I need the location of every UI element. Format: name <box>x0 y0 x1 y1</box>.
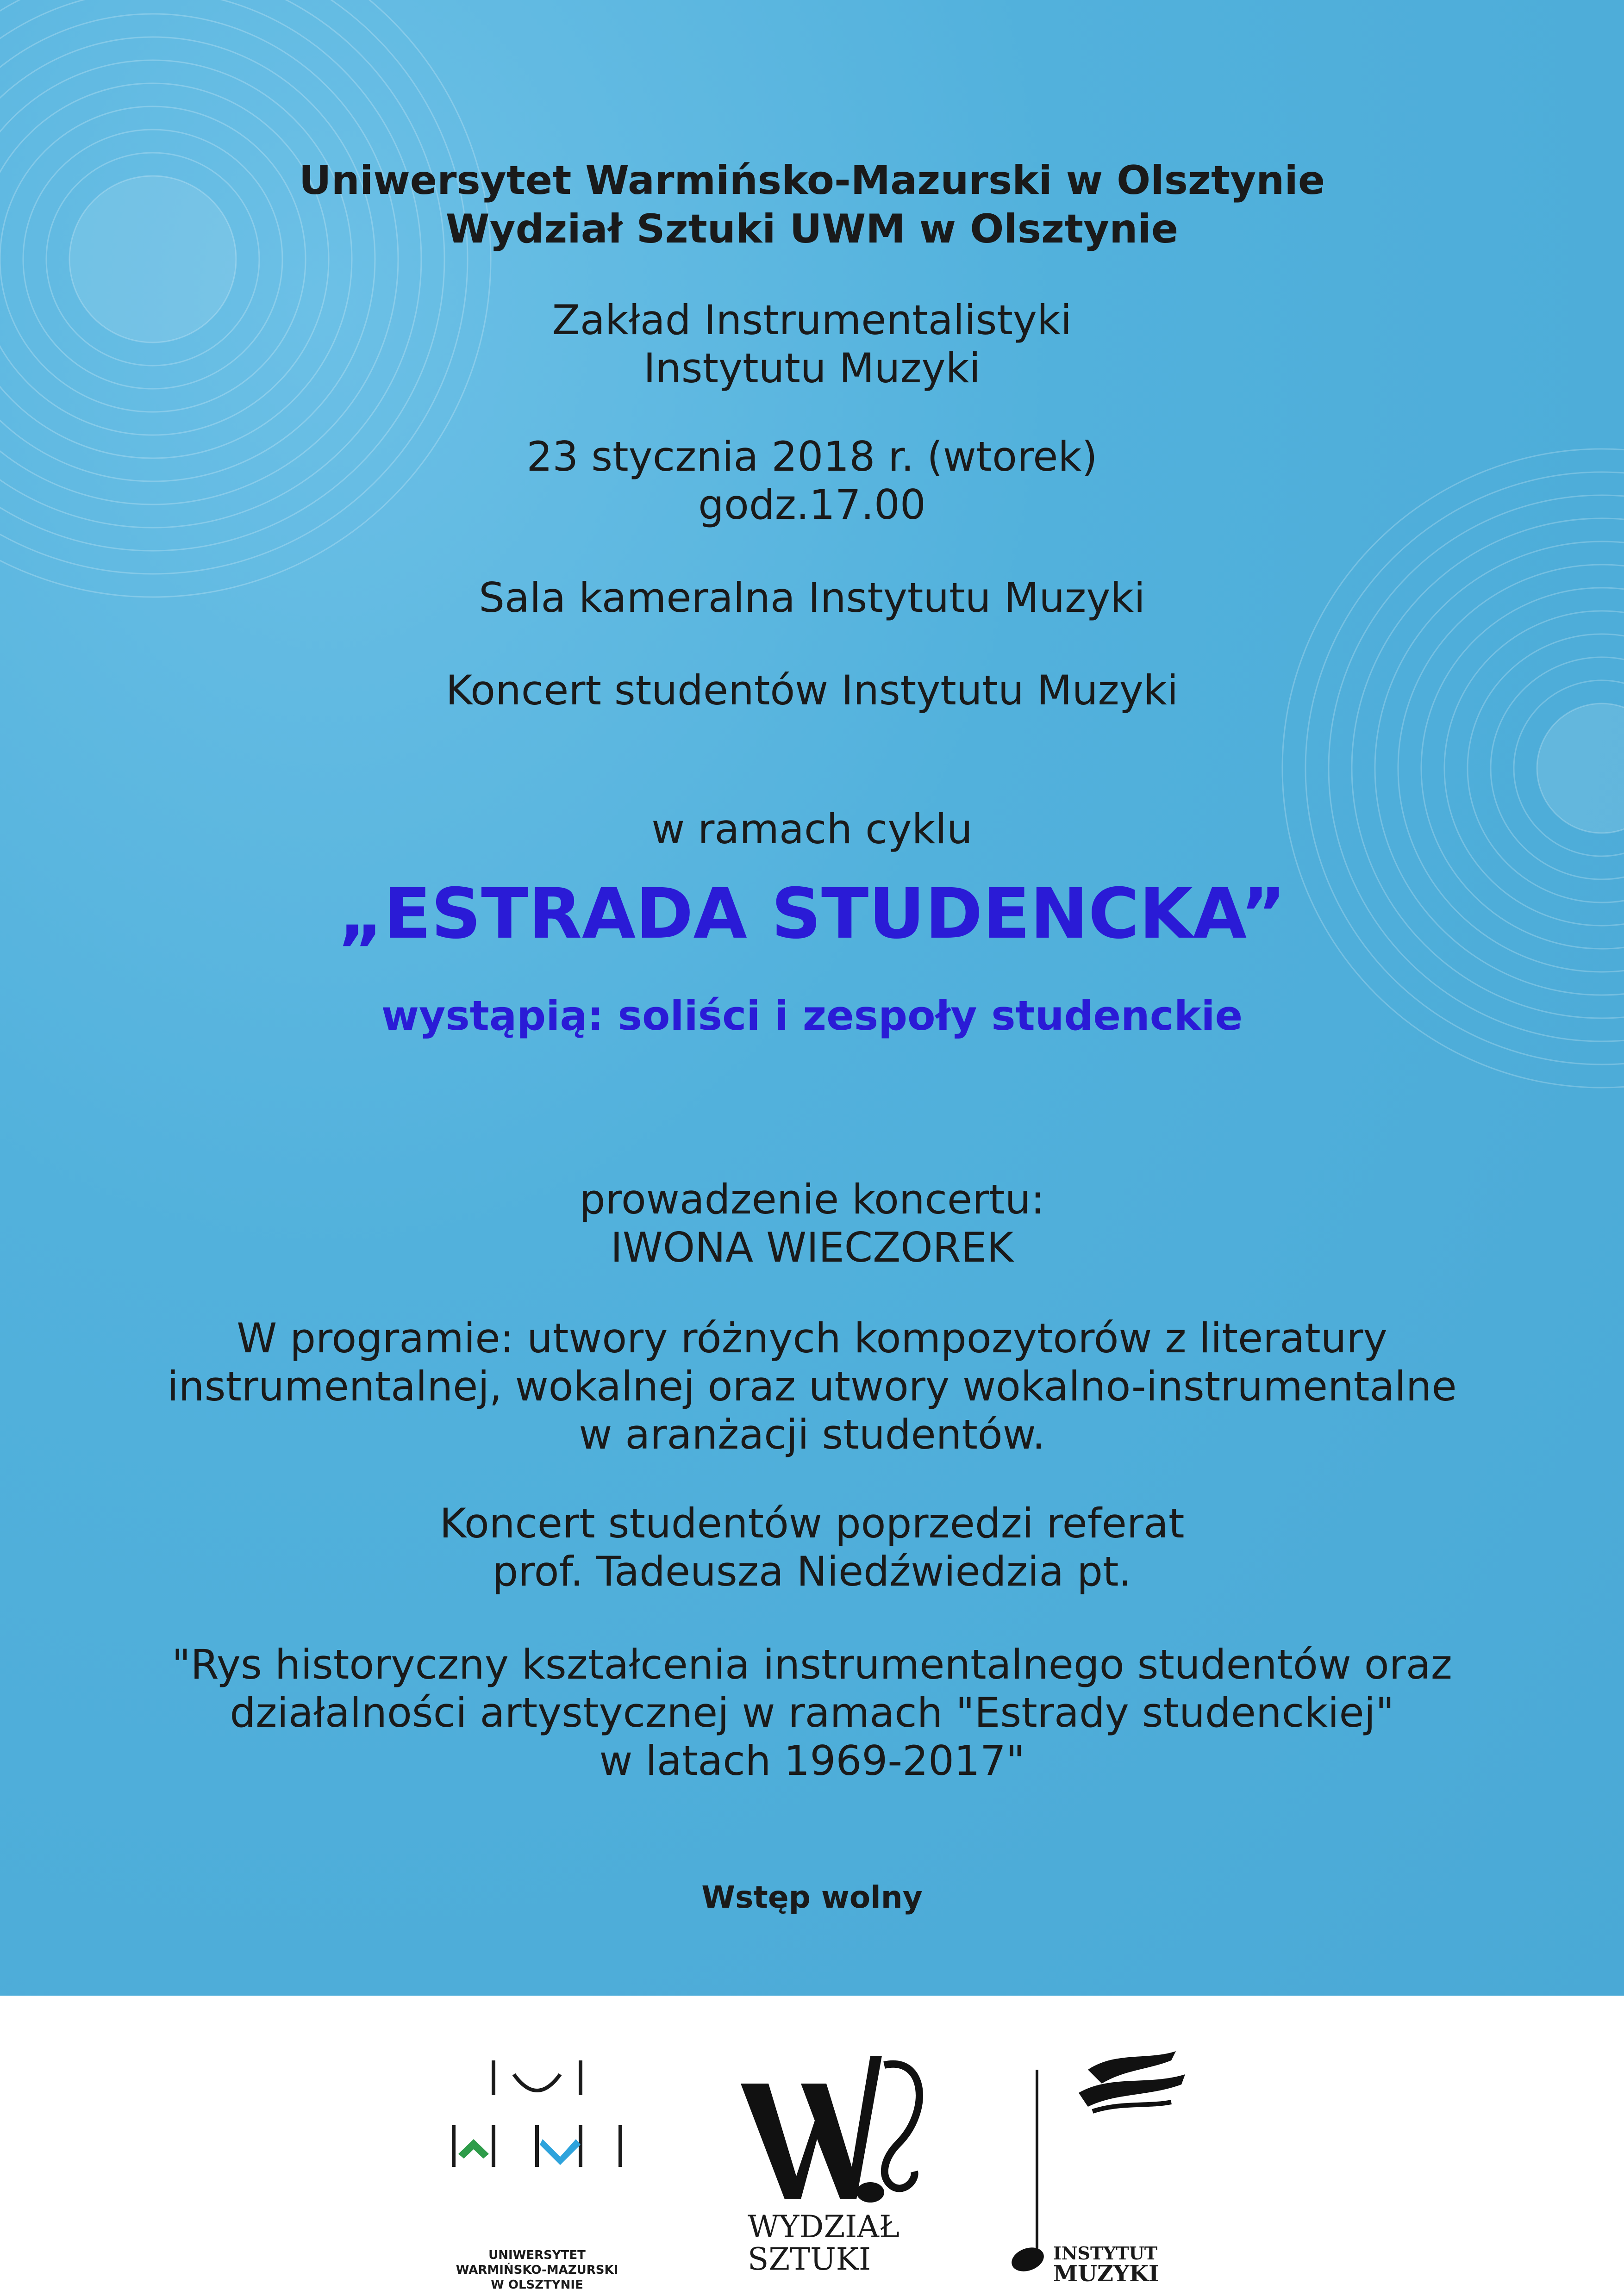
faculty-name: Wydział Sztuki UWM w Olsztynie <box>445 206 1179 252</box>
logo-footer <box>0 1996 1624 2296</box>
instytut-muzyki-logo <box>1009 2042 1204 2287</box>
event-time: godz.17.00 <box>698 481 926 529</box>
lecture-title-line-2: działalności artystycznej w ramach "Estrady studenckiej" <box>230 1689 1394 1736</box>
program-line-1: W programie: utwory różnych kompozytorów z literatury <box>237 1314 1387 1362</box>
host-name: IWONA WIECZOREK <box>610 1224 1014 1271</box>
lecture-title-line-3: w latach 1969-2017" <box>599 1737 1025 1785</box>
lecture-title-line-1: "Rys historyczny kształcenia instrumentalnego studentów oraz <box>172 1641 1452 1688</box>
concert-name: Koncert studentów Instytutu Muzyki <box>445 666 1179 714</box>
uwm-logo <box>444 2051 630 2292</box>
uwm-logo-line-3: W OLSZTYNIE <box>491 2278 583 2292</box>
ws-monogram-icon <box>731 2037 935 2213</box>
uwm-logo-line-1: UNIWERSYTET <box>488 2248 586 2262</box>
program-line-2: instrumentalnej, wokalnej oraz utwory wokalno-instrumentalne <box>167 1363 1457 1410</box>
uwm-emblem-icon <box>444 2051 630 2236</box>
wydzial-sztuki-logo <box>731 2037 935 2287</box>
cycle-title: „ESTRADA STUDENCKA” <box>338 874 1286 954</box>
program-line-3: w aranżacji studentów. <box>579 1411 1045 1458</box>
university-name: Uniwersytet Warmińsko-Mazurski w Olsztynie <box>299 157 1325 204</box>
performers-line: wystąpią: soliści i zespoły studenckie <box>381 992 1243 1039</box>
department-line-2: Instytutu Muzyki <box>643 344 981 392</box>
muzyki-logo-line-2: MUZYKI <box>1053 2261 1159 2287</box>
event-date: 23 stycznia 2018 r. (wtorek) <box>526 433 1098 480</box>
event-venue: Sala kameralna Instytutu Muzyki <box>479 574 1145 622</box>
free-entry: Wstęp wolny <box>701 1879 923 1915</box>
cycle-intro: w ramach cyklu <box>651 805 973 853</box>
lecture-line-2: prof. Tadeusza Niedźwiedzia pt. <box>492 1548 1132 1595</box>
muzyki-logo-line-1: INSTYTUT <box>1053 2243 1158 2264</box>
host-label: prowadzenie koncertu: <box>579 1176 1045 1223</box>
uwm-logo-line-2: WARMIŃSKO-MAZURSKI <box>456 2263 618 2277</box>
department-line-1: Zakład Instrumentalistyki <box>552 296 1072 344</box>
sztuki-logo-line-2: SZTUKI <box>748 2241 871 2277</box>
lecture-line-1: Koncert studentów poprzedzi referat <box>439 1500 1185 1547</box>
sztuki-logo-line-1: WYDZIAŁ <box>748 2209 900 2245</box>
